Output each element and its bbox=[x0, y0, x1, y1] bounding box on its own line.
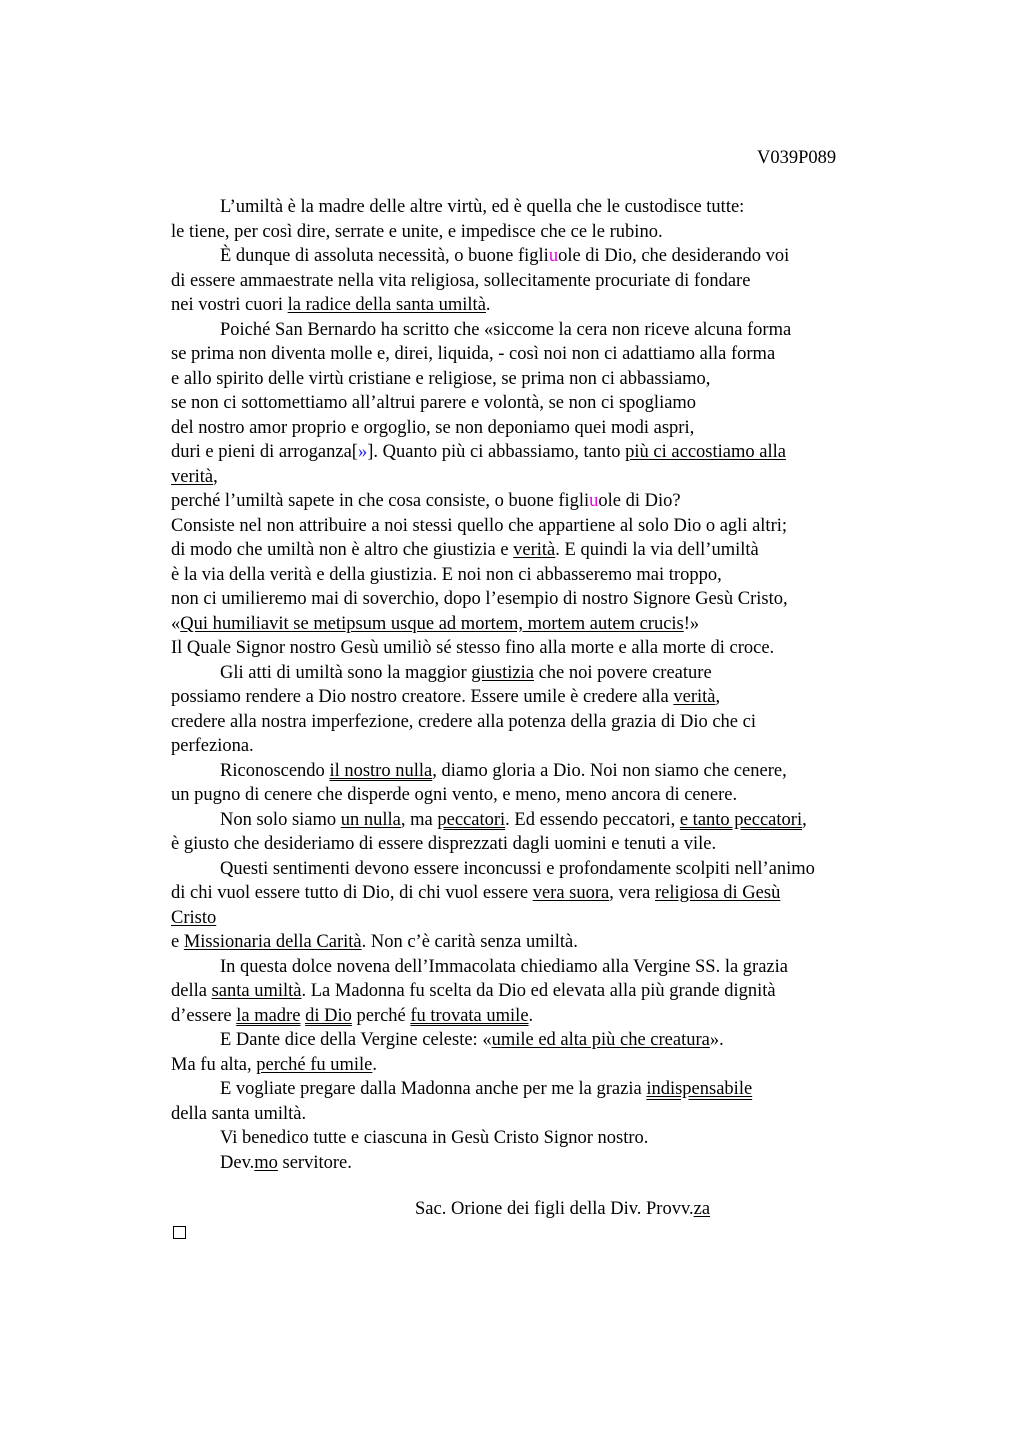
text-line bbox=[171, 808, 891, 833]
text-line bbox=[171, 195, 891, 220]
text-segment: Il Quale Signor nostro Gesù umiliò sé stesso fino alla morte e alla morte di croce. bbox=[171, 638, 775, 658]
text-segment: . E quindi la via dell’umiltà bbox=[555, 540, 759, 560]
text-segment: di modo che umiltà non è altro che giustizia e bbox=[171, 540, 514, 560]
emphasized-text: verità bbox=[513, 540, 556, 560]
text-segment: del nostro amor proprio e orgoglio, se non deponiamo quei modi aspri, bbox=[171, 417, 695, 438]
text-line bbox=[171, 1151, 891, 1176]
text-segment: e bbox=[171, 932, 184, 952]
text-segment: , bbox=[715, 687, 721, 707]
text-segment: . bbox=[372, 1054, 377, 1075]
text-segment: possiamo rendere a Dio nostro creatore. Essere umile è credere alla bbox=[171, 687, 674, 707]
emphasized-text: più ci accostiamo alla bbox=[625, 442, 786, 462]
emphasized-text: za bbox=[693, 1199, 711, 1219]
text-line bbox=[171, 538, 891, 563]
text-segment: Consiste nel non attribuire a noi stessi quello che appartiene al solo Dio o agli altri; bbox=[171, 515, 788, 536]
text-segment: E vogliate pregare dalla Madonna anche per me la grazia bbox=[220, 1079, 647, 1099]
signature-line bbox=[415, 1197, 710, 1222]
text-line bbox=[171, 685, 891, 710]
text-line bbox=[171, 342, 891, 367]
text-segment: di essere ammaestrate nella vita religiosa, sollecitamente procuriate di fondare bbox=[171, 270, 751, 291]
text-line bbox=[171, 587, 891, 612]
text-segment: In questa dolce novena dell’Immacolata chiediamo alla Vergine SS. la grazia bbox=[220, 956, 788, 977]
text-line bbox=[171, 416, 891, 441]
text-segment: !» bbox=[683, 613, 700, 634]
text-segment: « bbox=[171, 613, 181, 634]
text-segment: perfeziona. bbox=[171, 736, 254, 756]
emphasized-text: Cristo bbox=[171, 907, 217, 928]
text-line bbox=[171, 881, 891, 906]
emphasized-text: vera suora bbox=[532, 883, 610, 903]
emphasized-text: perché fu umile bbox=[256, 1054, 373, 1075]
emphasized-text: mo bbox=[254, 1152, 278, 1173]
text-line bbox=[171, 514, 891, 539]
emphasized-text: santa umiltà bbox=[211, 981, 302, 1001]
emphasized-text: fu trovata umile bbox=[410, 1005, 529, 1026]
emphasized-text: la radice della santa umiltà bbox=[287, 295, 486, 315]
text-segment: Non solo siamo bbox=[220, 809, 341, 830]
text-line bbox=[171, 220, 891, 245]
text-line bbox=[171, 489, 891, 514]
text-line bbox=[171, 759, 891, 784]
text-segment: ». bbox=[709, 1030, 724, 1050]
text-line bbox=[171, 244, 891, 269]
emphasized-text: giustizia bbox=[471, 662, 534, 683]
text-segment: Vi benedico tutte e ciascuna in Gesù Cristo Signor nostro. bbox=[220, 1128, 649, 1148]
emphasized-text: e tanto peccatori bbox=[679, 809, 803, 830]
text-segment: , ma bbox=[400, 809, 438, 830]
text-segment: . La Madonna fu scelta da Dio ed elevata alla più grande dignità bbox=[301, 981, 776, 1001]
text-segment: e allo spirito delle virtù cristiane e religiose, se prima non ci abbassiamo, bbox=[171, 368, 711, 389]
text-segment: . bbox=[528, 1005, 534, 1026]
text-segment: , diamo gloria a Dio. Noi non siamo che cenere, bbox=[432, 760, 787, 781]
text-segment: ]. Quanto più ci abbassiamo, tanto bbox=[367, 442, 626, 462]
text-segment: perché l’umiltà sapete in che cosa consiste, o buone figli bbox=[171, 491, 590, 511]
text-segment: se non ci sottomettiamo all’altrui parere e volontà, se non ci spogliamo bbox=[171, 393, 697, 413]
text-line bbox=[171, 1004, 891, 1029]
letter-body bbox=[171, 195, 891, 1175]
text-line bbox=[171, 857, 891, 882]
text-segment: Poiché San Bernardo ha scritto che «siccome la cera non riceve alcuna forma bbox=[220, 319, 792, 340]
checkbox-square-icon bbox=[173, 1226, 186, 1239]
emphasized-text: verità bbox=[673, 687, 716, 707]
text-segment: di chi vuol essere tutto di Dio, di chi vuol essere bbox=[171, 883, 533, 903]
emphasized-text: un nulla bbox=[340, 809, 401, 830]
emphasized-text: u bbox=[548, 246, 559, 266]
text-line bbox=[171, 783, 891, 808]
text-line bbox=[171, 636, 891, 661]
text-line bbox=[171, 661, 891, 686]
text-segment: Questi sentimenti devono essere inconcussi e profondamente scolpiti nell’animo bbox=[220, 858, 815, 879]
text-segment: , bbox=[213, 466, 218, 487]
text-segment: ole di Dio? bbox=[598, 491, 681, 511]
text-line bbox=[171, 293, 891, 318]
text-segment: se prima non diventa molle e, direi, liquida, - così noi non ci adattiamo alla forma bbox=[171, 344, 776, 364]
text-segment: è giusto che desideriamo di essere disprezzati dagli uomini e tenuti a vile. bbox=[171, 834, 717, 854]
text-line bbox=[171, 1053, 891, 1078]
document-reference-code: V039P089 bbox=[757, 148, 837, 168]
text-segment: credere alla nostra imperfezione, credere alla potenza della grazia di Dio che ci bbox=[171, 711, 756, 732]
text-line bbox=[171, 318, 891, 343]
emphasized-text: Missionaria della Carità bbox=[183, 932, 362, 952]
text-line bbox=[171, 979, 891, 1004]
text-line bbox=[171, 563, 891, 588]
text-segment: servitore. bbox=[277, 1152, 352, 1173]
text-line bbox=[171, 391, 891, 416]
text-segment: perché bbox=[351, 1005, 411, 1026]
text-line bbox=[171, 1028, 891, 1053]
text-segment: duri e pieni di arroganza[ bbox=[171, 442, 358, 462]
text-line bbox=[171, 465, 891, 490]
emphasized-text: verità bbox=[171, 466, 214, 487]
text-segment: Ma fu alta, bbox=[171, 1054, 257, 1075]
emphasized-text: religiosa di Gesù bbox=[654, 883, 781, 903]
emphasized-text: » bbox=[357, 442, 368, 462]
emphasized-text: il nostro nulla bbox=[329, 760, 433, 781]
emphasized-text: umile ed alta più che creatura bbox=[491, 1030, 710, 1050]
text-line bbox=[171, 1102, 891, 1127]
text-line bbox=[171, 832, 891, 857]
text-line bbox=[171, 906, 891, 931]
text-segment: che noi povere creature bbox=[533, 662, 712, 683]
text-segment: Riconoscendo bbox=[220, 760, 330, 781]
text-line bbox=[171, 955, 891, 980]
text-segment: della bbox=[171, 981, 212, 1001]
text-segment: d’essere bbox=[171, 1005, 237, 1026]
text-segment: le tiene, per così dire, serrate e unite, e impedisce che ce le rubino. bbox=[171, 221, 663, 242]
text-segment: non ci umilieremo mai di soverchio, dopo l’esempio di nostro Signore Gesù Cristo, bbox=[171, 589, 788, 609]
text-segment: E Dante dice della Vergine celeste: « bbox=[220, 1030, 492, 1050]
text-segment: , bbox=[802, 809, 807, 830]
text-segment: della santa umiltà. bbox=[171, 1103, 307, 1124]
text-segment: È dunque di assoluta necessità, o buone figli bbox=[220, 246, 549, 266]
text-segment: . bbox=[485, 295, 491, 315]
text-line bbox=[171, 1077, 891, 1102]
text-segment: , vera bbox=[609, 883, 655, 903]
emphasized-text: u bbox=[589, 491, 599, 511]
text-line bbox=[171, 440, 891, 465]
text-line bbox=[171, 612, 891, 637]
text-segment: L’umiltà è la madre delle altre virtù, ed è quella che le custodisce tutte: bbox=[220, 197, 745, 217]
text-segment: Sac. Orione dei figli della Div. Provv. bbox=[415, 1199, 694, 1219]
text-segment: un pugno di cenere che disperde ogni vento, e meno, meno ancora di cenere. bbox=[171, 785, 738, 805]
emphasized-text: la madre bbox=[236, 1005, 301, 1026]
text-line bbox=[171, 930, 891, 955]
text-segment: ole di Dio, che desiderando voi bbox=[558, 246, 790, 266]
text-segment: nei vostri cuori bbox=[171, 295, 288, 315]
text-segment: è la via della verità e della giustizia. E noi non ci abbasseremo mai troppo, bbox=[171, 564, 722, 585]
text-segment: . Ed essendo peccatori, bbox=[505, 809, 680, 830]
text-segment: Gli atti di umiltà sono la maggior bbox=[220, 662, 472, 683]
emphasized-text: peccatori bbox=[437, 809, 506, 830]
text-line bbox=[171, 710, 891, 735]
text-segment: Dev. bbox=[220, 1152, 255, 1173]
text-line bbox=[171, 367, 891, 392]
emphasized-text: di Dio bbox=[305, 1005, 352, 1026]
text-line bbox=[171, 269, 891, 294]
text-segment: . Non c’è carità senza umiltà. bbox=[361, 932, 578, 952]
emphasized-text: Qui humiliavit se metipsum usque ad mortem, mortem autem crucis bbox=[180, 613, 684, 634]
text-line bbox=[171, 734, 891, 759]
text-line bbox=[171, 1126, 891, 1151]
emphasized-text: indispensabile bbox=[646, 1079, 753, 1099]
